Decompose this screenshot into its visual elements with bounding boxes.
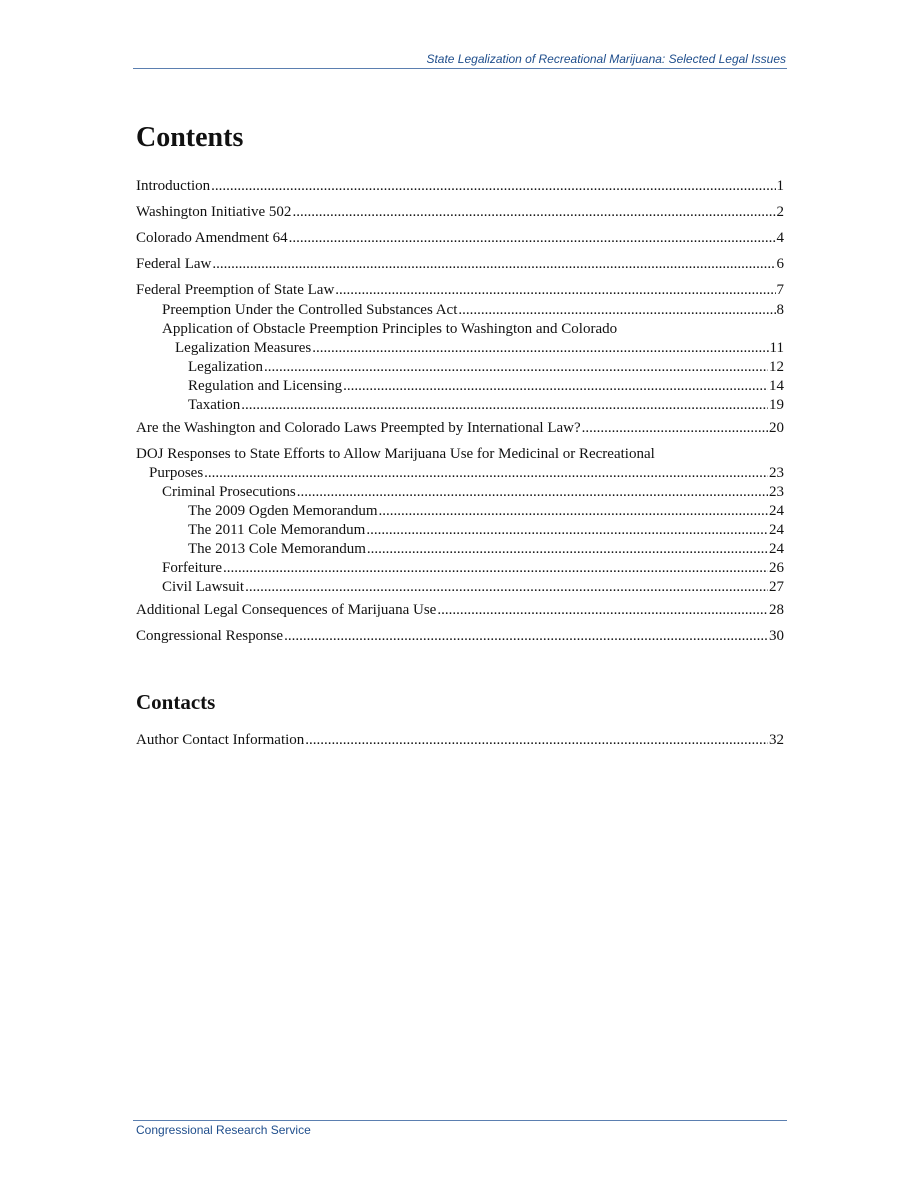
footer-organization: Congressional Research Service [136, 1123, 311, 1137]
toc-page-number: 4 [776, 230, 784, 246]
toc-entry-international-law[interactable]: Are the Washington and Colorado Laws Preempted by International Law? ..... 20 [136, 419, 784, 438]
toc-entry-additional-consequences[interactable]: Additional Legal Consequences of Marijuana Use ..... 28 [136, 601, 784, 620]
toc-entry-obstacle-preemption[interactable]: Legalization Measures ..... 11 [136, 339, 784, 358]
toc-entry-introduction[interactable]: Introduction ..... 1 [136, 177, 784, 196]
toc-entry-cole-memo-2013[interactable]: The 2013 Cole Memorandum ..... 24 [136, 540, 784, 559]
footer-rule [133, 1120, 787, 1121]
toc-entry-taxation[interactable]: Taxation ..... 19 [136, 396, 784, 415]
toc-entry-preemption-csa[interactable]: Preemption Under the Controlled Substances Act ..... 8 [136, 301, 784, 320]
toc-entry-criminal-prosecutions[interactable]: Criminal Prosecutions ..... 23 [136, 483, 784, 502]
toc-page-number: 23 [769, 484, 784, 500]
toc-page-number: 26 [769, 560, 784, 576]
toc-page-number: 32 [769, 732, 784, 748]
toc-entry-cole-memo-2011[interactable]: The 2011 Cole Memorandum ..... 24 [136, 521, 784, 540]
toc-entry-federal-law[interactable]: Federal Law ..... 6 [136, 255, 784, 274]
toc-page-number: 12 [769, 359, 784, 375]
toc-page-number: 23 [769, 465, 784, 481]
toc-page-number: 2 [776, 204, 784, 220]
running-header: State Legalization of Recreational Marijuana: Selected Legal Issues [426, 52, 786, 66]
toc-page-number: 24 [769, 503, 784, 519]
toc-page-number: 24 [769, 541, 784, 557]
toc-entry-legalization[interactable]: Legalization ..... 12 [136, 358, 784, 377]
toc-page-number: 14 [769, 378, 784, 394]
toc-entry-civil-lawsuit[interactable]: Civil Lawsuit ..... 27 [136, 578, 784, 597]
toc-page-number: 8 [776, 302, 784, 318]
contents-heading: Contents [136, 122, 244, 153]
toc-page-number: 7 [776, 282, 784, 298]
toc-entry-washington-initiative[interactable]: Washington Initiative 502 ..... 2 [136, 203, 784, 222]
toc-entry-congressional-response[interactable]: Congressional Response ..... 30 [136, 627, 784, 646]
contacts-list [136, 731, 784, 750]
toc-entry-author-contact[interactable]: Author Contact Information ..... 32 [136, 731, 784, 750]
toc-entry-forfeiture[interactable]: Forfeiture ..... 26 [136, 559, 784, 578]
toc-entry-doj-responses[interactable]: Purposes ..... 23 [136, 464, 784, 483]
toc-page-number: 27 [769, 579, 784, 595]
toc-page-number: 1 [776, 178, 784, 194]
toc-entry-federal-preemption[interactable]: Federal Preemption of State Law ..... 7 [136, 281, 784, 300]
toc-page-number: 20 [769, 420, 784, 436]
toc-entry-ogden-memo[interactable]: The 2009 Ogden Memorandum ..... 24 [136, 502, 784, 521]
toc-page-number: 11 [769, 340, 784, 356]
toc-page-number: 28 [769, 602, 784, 618]
toc-entry-doj-responses-line1[interactable]: DOJ Responses to State Efforts to Allow Marijuana Use for Medicinal or Recreational [136, 446, 655, 462]
toc-entry-obstacle-preemption-line1[interactable]: Application of Obstacle Preemption Principles to Washington and Colorado [162, 321, 618, 337]
toc-page-number: 30 [769, 628, 784, 644]
toc-page-number: 24 [769, 522, 784, 538]
toc-page-number: 19 [769, 397, 784, 413]
toc-page-number: 6 [776, 256, 784, 272]
toc-entry-colorado-amendment[interactable]: Colorado Amendment 64 ..... 4 [136, 229, 784, 248]
header-rule [133, 68, 787, 69]
contacts-heading: Contacts [136, 690, 216, 714]
toc-entry-regulation-licensing[interactable]: Regulation and Licensing ..... 14 [136, 377, 784, 396]
table-of-contents [136, 177, 784, 646]
